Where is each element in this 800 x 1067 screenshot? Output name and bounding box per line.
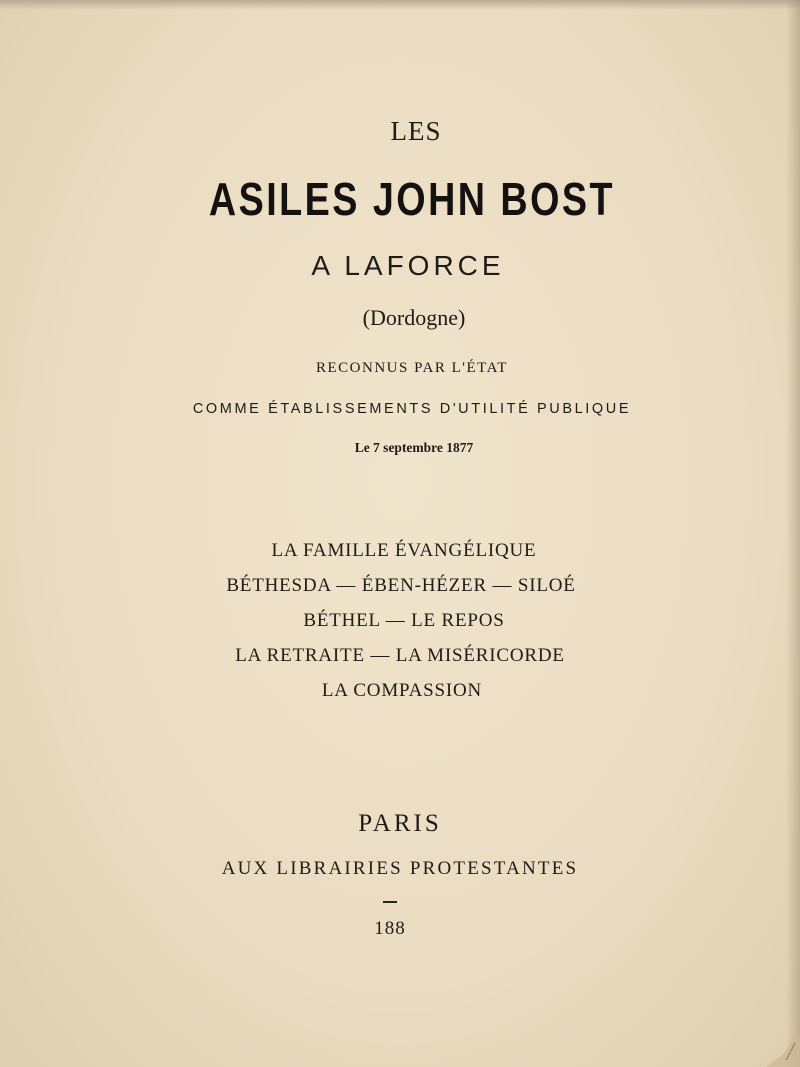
separator-dash (383, 901, 397, 903)
region: (Dordogne) (362, 305, 466, 330)
main-title: ASILES JOHN BOST (208, 173, 616, 225)
recognition-line: RECONNUS PAR L'ÉTAT (316, 360, 508, 376)
recognition-date: Le 7 septembre 1877 (354, 440, 474, 455)
title-prefix: LES (390, 116, 442, 146)
establishment-list (0, 538, 800, 713)
list-item: BÉTHESDA — ÉBEN-HÉZER — SILOÉ (226, 575, 576, 596)
list-item: LA FAMILLE ÉVANGÉLIQUE (271, 540, 537, 561)
page-edge-shadow (0, 0, 800, 10)
imprint-publisher: AUX LIBRAIRIES PROTESTANTES (221, 858, 579, 879)
imprint-city: PARIS (358, 810, 442, 837)
list-item: LA COMPASSION (321, 680, 483, 701)
location: A LAFORCE (311, 250, 505, 281)
imprint-year: 188 (374, 918, 406, 939)
list-item: BÉTHEL — LE REPOS (303, 610, 505, 631)
page-side-shadow (786, 0, 800, 1067)
list-item: LA RETRAITE — LA MISÉRICORDE (235, 645, 565, 666)
torn-corner-icon (762, 1033, 800, 1067)
utility-line: COMME ÉTABLISSEMENTS D'UTILITÉ PUBLIQUE (192, 401, 632, 417)
